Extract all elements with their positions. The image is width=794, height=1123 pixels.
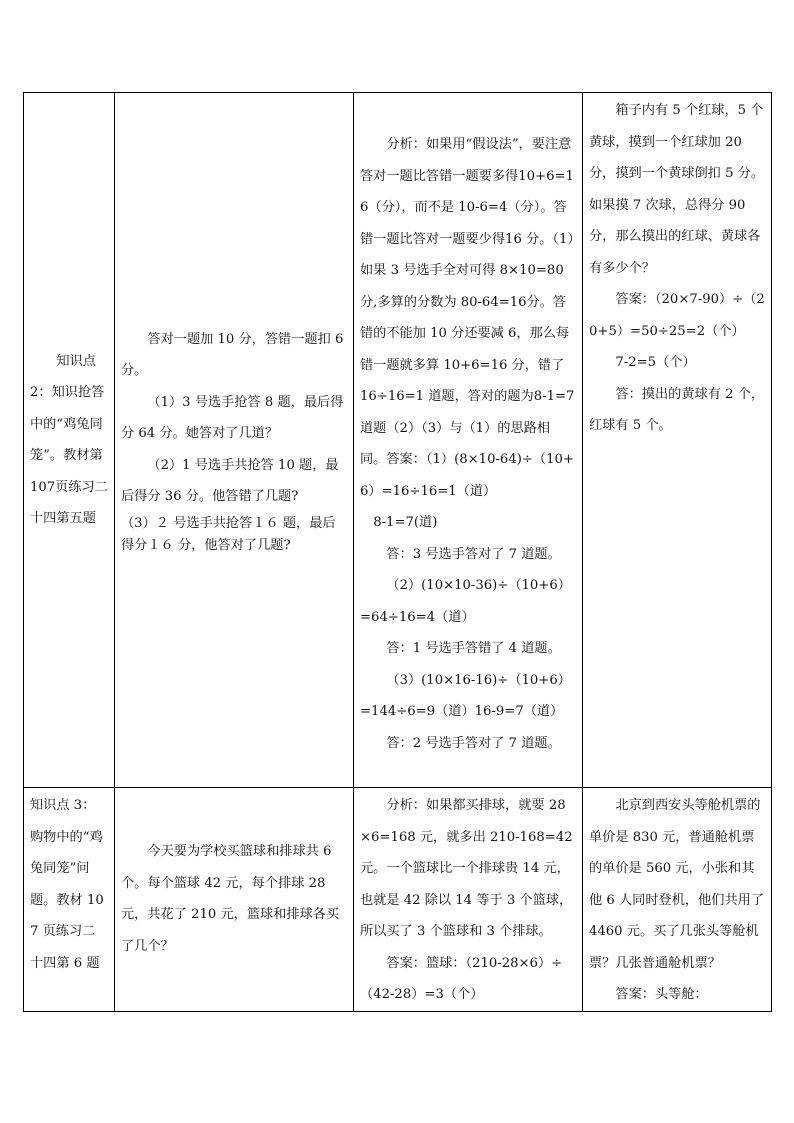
analysis-text: 分析：如果都买排球，就要 28×6=168 元，就多出 210-168=42 元。一个篮球比一个排球贵 14 元，也就是 42 除以 14 等于 3 个篮球，所以买了 3 个篮球和 3 个排球。 <box>360 798 573 939</box>
lesson-table <box>23 92 772 1012</box>
extension-problem: 北京到西安头等舱机票的单价是 830 元，普通舱机票的单价是 560 元，小张和其他 6 人同时登机，他们共用了 4460 元。买了几张头等舱机票？几张普通舱机票？ <box>589 798 765 971</box>
analysis-line: 8-1=7(道) <box>373 515 438 530</box>
question-item-3: （3）２ 号选手共抢答１６ 题，最后得分１６ 分，他答对了几题? <box>121 515 336 553</box>
analysis-text: 分析：如果用“假设法”，要注意答对一题比答错一题要多得10+6=16（分），而不是 10-6=4（分）。答错一题比答对一题要少得16 分。（1）如果 3 号选手全对可得 8×10=80 分,多算的分数为 80-64=16分。答错的不能加 10 分还要减 6，那么每错一题就多算 10+6=16 分，错了 16÷16=1 道题，答对的题为8-1=7 道题（2）（3）与（1）的思路相同。答案：（1）(8×10-64)÷（10+6）=16÷16=1（道） <box>360 137 575 499</box>
topic-line1: 知识点 <box>56 353 96 369</box>
analysis-answer: 答案：篮球：（210-28×6）÷（42-28）=3（个） <box>360 955 563 1002</box>
topic-text: 知识点 3：购物中的“鸡兔同笼”问题。教材 107 页练习二十四第 6 题 <box>30 798 104 971</box>
question-cell <box>115 788 354 1012</box>
extension-cell <box>583 788 772 1012</box>
question-intro: 今天要为学校买篮球和排球共 6 个。每个篮球 42 元，每个排球 28 元，共花了 210 元，篮球和排球各买了几个？ <box>121 844 340 954</box>
question-item-1: （1）3 号选手抢答 8 题，最后得分 64 分。她答对了几道？ <box>121 394 344 441</box>
question-item-2: （2）1 号选手共抢答 10 题，最后得分 36 分。他答错了几题? <box>121 457 339 504</box>
question-cell <box>115 93 354 788</box>
analysis-line: （2）(10×10-36)÷（10+6）=64÷16=4（道） <box>360 578 571 625</box>
analysis-cell <box>354 93 583 788</box>
topic-cell <box>24 93 115 788</box>
table-row <box>24 788 772 1012</box>
question-intro: 答对一题加 10 分，答错一题扣 6 分。 <box>121 331 344 378</box>
analysis-answer-1: 答：3 号选手答对了 7 道题。 <box>386 546 561 562</box>
topic-text: 2：知识抢答中的“鸡兔同笼”。教材第107页练习二十四第五题 <box>30 385 108 526</box>
topic-cell <box>24 788 115 1012</box>
analysis-answer-3: 答：2 号选手答对了 7 道题。 <box>386 735 561 751</box>
analysis-answer-2: 答：1 号选手答错了 4 道题。 <box>386 641 561 656</box>
analysis-line: （3）(10×16-16)÷（10+6）=144÷6=9（道）16-9=7（道） <box>360 672 571 719</box>
extension-answer: 答案：头等舱： <box>615 987 708 1002</box>
extension-problem: 箱子内有 5 个红球，5 个黄球，摸到一个红球加 20 分，摸到一个黄球倒扣 5 分。如果摸 7 次球，总得分 90 分，那么摸出的红球、黄球各有多少个？ <box>589 103 765 276</box>
extension-answer: 答案：（20×7-90）÷（20+5）=50÷25=2（个） <box>589 292 765 339</box>
extension-line: 7-2=5（个） <box>615 355 696 370</box>
extension-cell <box>583 93 772 788</box>
table-row <box>24 93 772 788</box>
extension-conclusion: 答：摸出的黄球有 2 个，红球有 5 个。 <box>589 386 765 433</box>
analysis-cell <box>354 788 583 1012</box>
